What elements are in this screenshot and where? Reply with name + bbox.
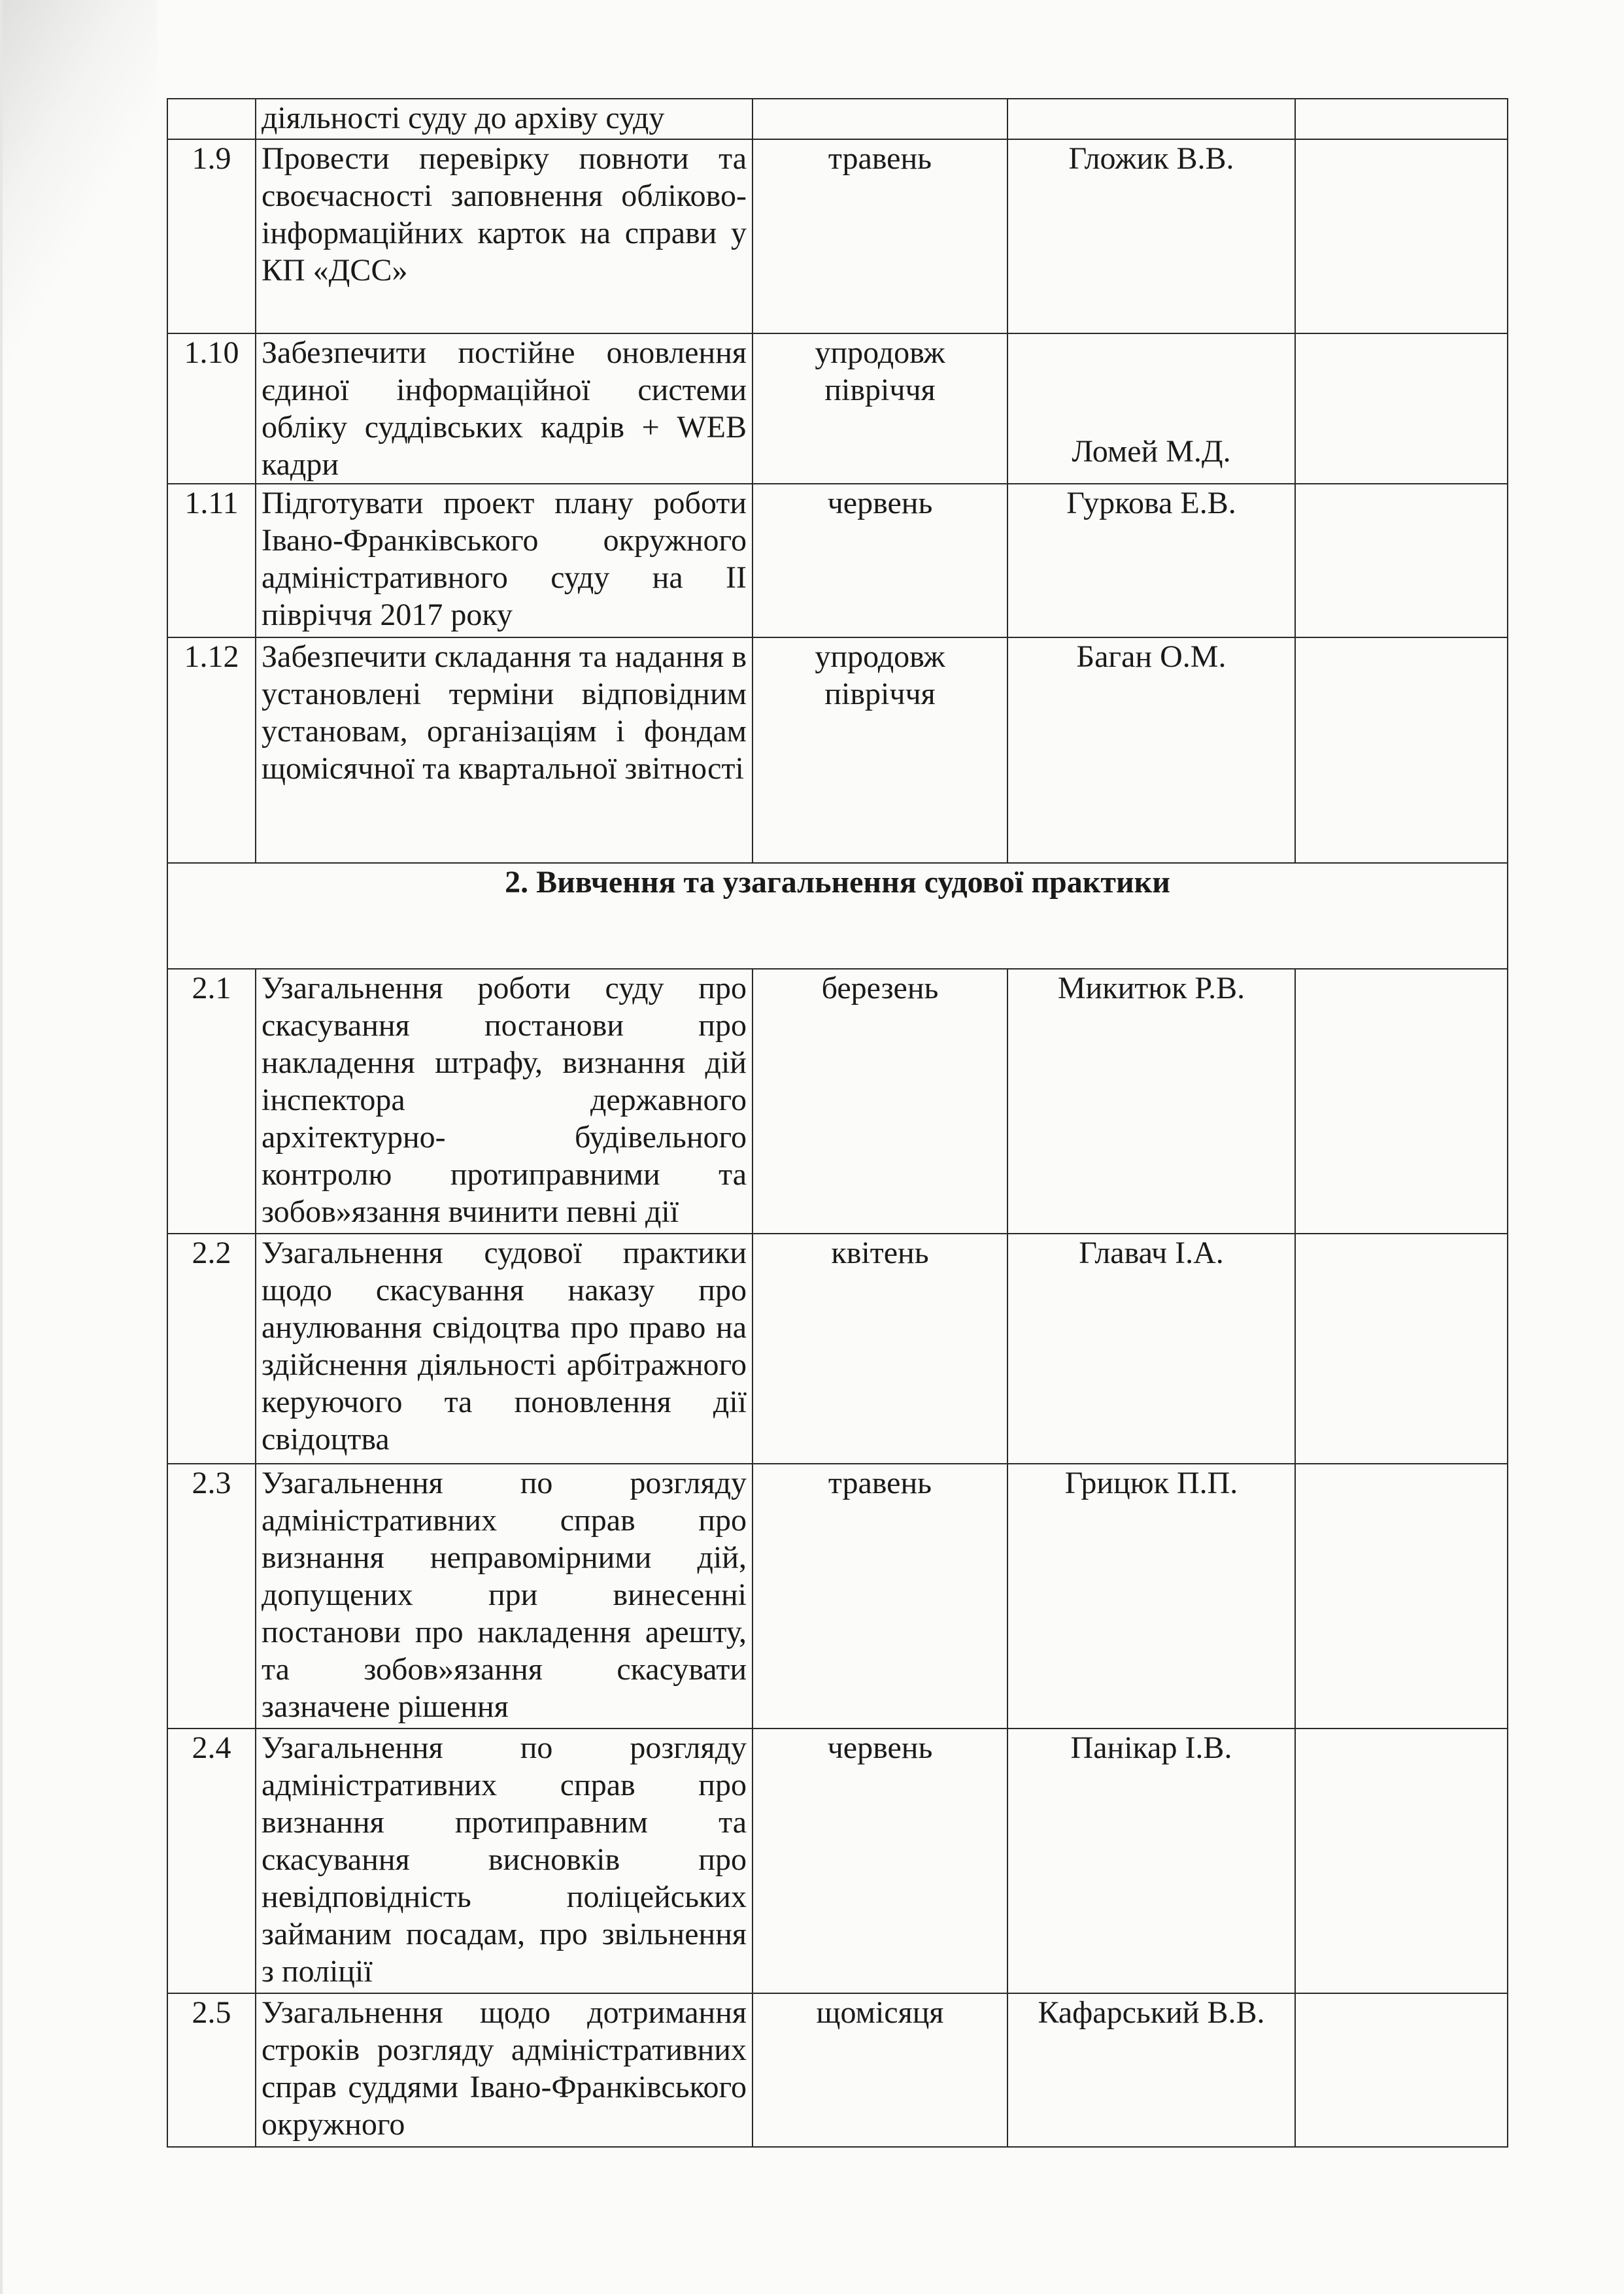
task-term: червень	[753, 484, 1007, 637]
scan-edge	[0, 0, 3, 2294]
section-title: 2. Вивчення та узагальнення судової практики	[167, 863, 1508, 969]
task-text: Узагальнення по розгляду адміністративних справ про визнання протиправним та скасування висновків про невідповідність поліцейських займаним посадам, про звільнення з поліції	[256, 1729, 753, 1993]
row-number	[167, 99, 256, 139]
task-responsible: Гложик В.В.	[1007, 139, 1295, 333]
task-term: щомісяця	[753, 1993, 1007, 2147]
row-number: 1.11	[167, 484, 256, 637]
task-responsible: Кафарський В.В.	[1007, 1993, 1295, 2147]
task-note	[1295, 484, 1508, 637]
task-note	[1295, 333, 1508, 484]
task-text: Узагальнення роботи суду про скасування постанови про накладення штрафу, визнання дій інспектора державного архітектурно- будівельного контролю протиправними та зобов»язання вчинити певні дії	[256, 969, 753, 1234]
task-text: Підготувати проект плану роботи Івано-Франківського окружного адміністративного суду на ІІ півріччя 2017 року	[256, 484, 753, 637]
table-row	[167, 333, 1508, 484]
task-term: упродовж півріччя	[753, 333, 1007, 484]
task-term: травень	[753, 139, 1007, 333]
task-responsible	[1007, 333, 1295, 484]
row-number: 1.10	[167, 333, 256, 484]
table-row	[167, 99, 1508, 139]
task-note	[1295, 1993, 1508, 2147]
task-note	[1295, 139, 1508, 333]
table-row	[167, 1464, 1508, 1729]
task-text: діяльності суду до архіву суду	[256, 99, 753, 139]
task-responsible: Микитюк Р.В.	[1007, 969, 1295, 1234]
table-row	[167, 1993, 1508, 2147]
table-row	[167, 637, 1508, 863]
task-term: травень	[753, 1464, 1007, 1729]
row-number: 2.1	[167, 969, 256, 1234]
row-number: 2.2	[167, 1234, 256, 1464]
task-text: Узагальнення щодо дотримання строків розгляду адміністративних справ суддями Івано-Франківського окружного	[256, 1993, 753, 2147]
task-responsible: Баган О.М.	[1007, 637, 1295, 863]
task-term: червень	[753, 1729, 1007, 1993]
table-row	[167, 484, 1508, 637]
row-number: 1.12	[167, 637, 256, 863]
task-text: Забезпечити постійне оновлення єдиної інформаційної системи обліку суддівських кадрів + WEB кадри	[256, 333, 753, 484]
task-term: упродовж півріччя	[753, 637, 1007, 863]
row-number: 2.5	[167, 1993, 256, 2147]
task-text: Забезпечити складання та надання в установлені терміни відповідним установам, організаціям і фондам щомісячної та квартальної звітності	[256, 637, 753, 863]
work-plan-table	[167, 98, 1508, 2148]
row-number: 2.4	[167, 1729, 256, 1993]
row-number: 1.9	[167, 139, 256, 333]
table-row	[167, 1234, 1508, 1464]
section-heading-row	[167, 863, 1508, 969]
task-note	[1295, 1234, 1508, 1464]
task-note	[1295, 1729, 1508, 1993]
task-responsible: Гуркова Е.В.	[1007, 484, 1295, 637]
table-row	[167, 139, 1508, 333]
task-responsible: Грицюк П.П.	[1007, 1464, 1295, 1729]
task-text: Узагальнення судової практики щодо скасування наказу про анулювання свідоцтва про право на здійснення діяльності арбітражного керуючого та поновлення дії свідоцтва	[256, 1234, 753, 1464]
task-term: березень	[753, 969, 1007, 1234]
table-row	[167, 1729, 1508, 1993]
task-responsible-name: Ломей М.Д.	[1072, 434, 1231, 469]
table-row	[167, 969, 1508, 1234]
task-note	[1295, 1464, 1508, 1729]
row-number: 2.3	[167, 1464, 256, 1729]
scan-shadow	[0, 0, 157, 366]
task-text: Провести перевірку повноти та своєчасності заповнення обліково- інформаційних карток на справи у КП «ДСС»	[256, 139, 753, 333]
task-note	[1295, 637, 1508, 863]
task-responsible	[1007, 99, 1295, 139]
task-text: Узагальнення по розгляду адміністративних справ про визнання неправомірними дій, допущених при винесенні постанови про накладення арешту, та зобов»язання скасувати зазначене рішення	[256, 1464, 753, 1729]
task-term: квітень	[753, 1234, 1007, 1464]
task-note	[1295, 969, 1508, 1234]
task-responsible: Главач І.А.	[1007, 1234, 1295, 1464]
task-responsible: Панікар І.В.	[1007, 1729, 1295, 1993]
task-term	[753, 99, 1007, 139]
task-note	[1295, 99, 1508, 139]
